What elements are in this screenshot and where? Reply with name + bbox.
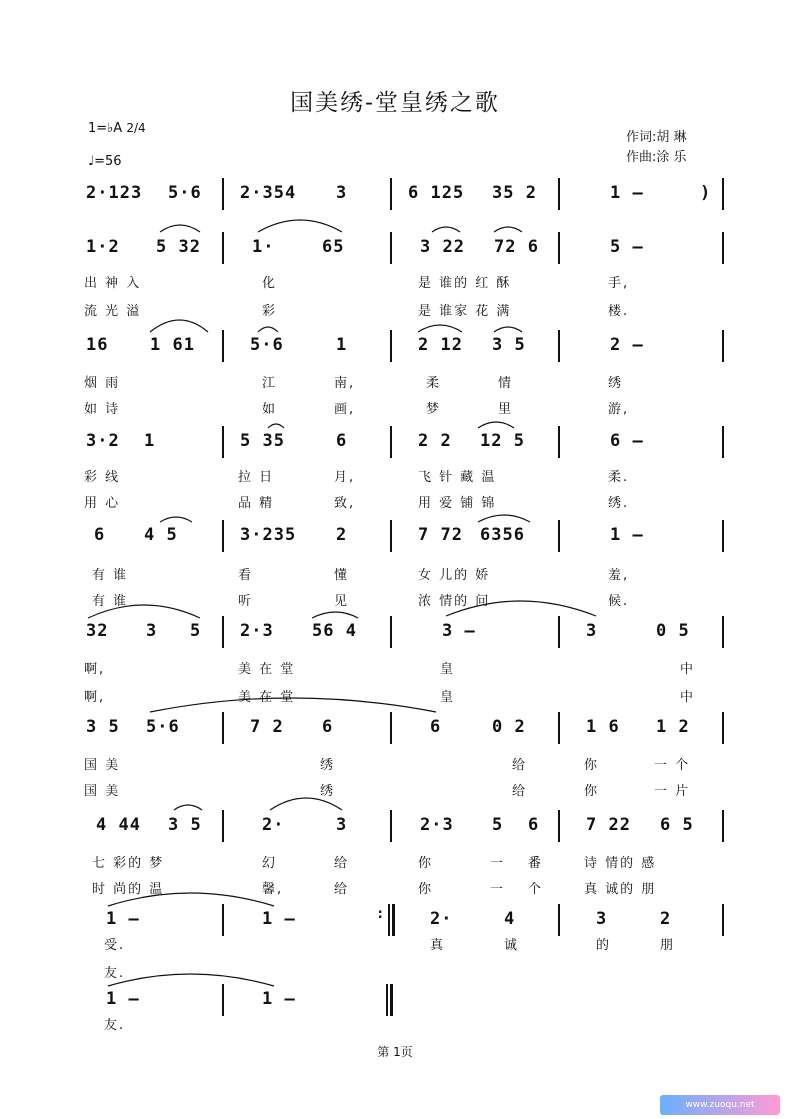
lyric-line: 友. [104,1018,126,1033]
note-group: 7 2 [250,717,284,737]
note-group: 2 [336,525,348,545]
lyric-line: 柔. [608,470,630,485]
note-group: 2 12 [418,335,463,355]
lyric-line-2: 中 [680,690,696,705]
note-group: 2·354 [240,183,297,203]
slur [418,325,462,332]
lyric-line-2: 里 [498,402,514,417]
lyric-line: 化 [262,276,278,291]
slur [446,601,596,616]
note-group: 1 [144,431,156,451]
note-group: 2·3 [240,621,274,641]
note-group: 6 125 [408,183,465,203]
lyric-line: 烟 雨 [84,376,121,391]
note-group: 0 5 [656,621,690,641]
lyric-line-2: 楼. [608,304,630,319]
note-group: 3·2 [86,431,120,451]
note-group: 6 [430,717,442,737]
lyric-line: 中 [680,662,696,677]
note-group: 3 [596,909,608,929]
lyric-line: 你 [584,758,600,773]
lyric-line-2: 梦 [426,402,442,417]
lyric-line-2: 时 尚的 温 [92,882,165,897]
lyric-line: 诗 情的 感 [584,856,657,871]
note-group: 2 – [610,335,644,355]
lyric-line: 朋 [660,938,676,953]
note-group: 2· [262,815,285,835]
note-group: 7 22 [586,815,631,835]
lyric-line-2: 馨, [262,882,284,897]
lyric-line: 羞, [608,568,630,583]
note-group: 6 5 [660,815,694,835]
lyric-line-2: 画, [334,402,356,417]
note-group: 1 6 [586,717,620,737]
lyric-line-2: 有 谁 [92,594,129,609]
slur [108,893,274,906]
slur [160,517,192,522]
lyric-line: 绣 [608,376,624,391]
note-group: 16 [86,335,109,355]
note-group: 5 – [610,237,644,257]
lyric-line-2: 个 [528,882,544,897]
lyric-line-2: 友. [104,966,126,981]
lyric-line: 美 在 堂 [238,662,296,677]
note-group: 1·2 [86,237,120,257]
note-group: 65 [322,237,345,257]
lyric-line-2: 是 谁家 花 满 [418,304,512,319]
note-group: 6 [336,431,348,451]
slur [108,974,274,986]
note-group: 35 2 [492,183,537,203]
note-group: 3 5 [492,335,526,355]
lyric-line: 一 [490,856,506,871]
slur [150,320,208,332]
note-group: 3·235 [240,525,297,545]
note-group: 4 44 [96,815,141,835]
lyric-line-2: 品 精 [238,496,275,511]
note-group: 72 6 [494,237,539,257]
note-group: 6356 [480,525,525,545]
note-group: 3 5 [168,815,202,835]
lyric-line: 柔 [426,376,442,391]
note-group: 0 2 [492,717,526,737]
lyric-line: 啊, [84,662,106,677]
note-group: 1 2 [656,717,690,737]
slur [150,698,436,712]
note-group: 5 [492,815,504,835]
lyric-line-2: 啊, [84,690,106,705]
lyric-line: 是 谁的 红 酥 [418,276,512,291]
lyric-line-2: 候. [608,594,630,609]
lyric-line: 给 [512,758,528,773]
lyric-line-2: 美 在 堂 [238,690,296,705]
lyric-line-2: 彩 [262,304,278,319]
slur [312,612,358,618]
lyric-line-2: 用 爱 铺 锦 [418,496,497,511]
lyric-line: 看 [238,568,254,583]
slur [258,220,342,232]
lyric-line-2: 皇 [440,690,456,705]
note-group: 1 [336,335,348,355]
lyric-line: 的 [596,938,612,953]
note-group: 5 35 [240,431,285,451]
note-group: 1 61 [150,335,195,355]
tempo-marking: ♩=56 [88,154,122,169]
slur [478,515,530,522]
lyric-line-2: 流 光 溢 [84,304,142,319]
lyric-line: 一 个 [654,758,691,773]
lyric-line-2: 如 诗 [84,402,121,417]
lyric-line: 真 [430,938,446,953]
lyric-line-2: 致, [334,496,356,511]
slur [160,225,200,232]
note-group: 3 22 [420,237,465,257]
note-group: 2 [660,909,672,929]
lyric-line-2: 见 [334,594,350,609]
note-group: 32 [86,621,109,641]
note-group: 1 – [262,909,296,929]
note-group: 1· [252,237,275,257]
note-group: ) [700,183,712,203]
note-group: 6 [94,525,106,545]
note-group: 6 [528,815,540,835]
key-text: 1=♭A [88,121,123,136]
time-signature: 2/4 [126,121,146,135]
lyric-line-2: 听 [238,594,254,609]
lyric-line: 番 [528,856,544,871]
song-title: 国美绣-堂皇绣之歌 [290,90,500,116]
lyric-line: 幻 [262,856,278,871]
note-group: 2·123 [86,183,143,203]
note-group: 5 32 [156,237,201,257]
lyric-line-2: 用 心 [84,496,121,511]
lyric-line: 江 [262,376,278,391]
page-number: 第 1页 [377,1045,413,1059]
note-group: 6 [322,717,334,737]
note-group: 2 2 [418,431,452,451]
note-group: 2· [430,909,453,929]
lyric-line: 彩 线 [84,470,121,485]
lyric-line-2: 你 [584,784,600,799]
note-group: 3 [146,621,158,641]
slur [258,327,278,332]
lyric-line: 绣 [320,758,336,773]
note-group: 7 72 [418,525,463,545]
slur [174,805,202,810]
note-group: 12 5 [480,431,525,451]
note-group: 2·3 [420,815,454,835]
note-group: 1 – [106,989,140,1009]
note-group: 5·6 [250,335,284,355]
lyric-line: 月, [334,470,356,485]
lyric-line: 手, [608,276,630,291]
note-group: 5·6 [146,717,180,737]
note-group: 5·6 [168,183,202,203]
site-watermark: www.zuoqu.net [660,1095,780,1115]
note-group: 3 – [442,621,476,641]
note-group: 1 – [106,909,140,929]
lyric-line: 皇 [440,662,456,677]
lyric-line: 国 美 [84,758,121,773]
lyric-line-2: 给 [334,882,350,897]
lyric-line-2: 如 [262,402,278,417]
lyric-line: 七 彩的 梦 [92,856,165,871]
slur [432,227,460,232]
lyric-line-2: 国 美 [84,784,121,799]
slur [268,424,284,428]
lyric-line-2: 你 [418,882,434,897]
note-group: 3 5 [86,717,120,737]
lyric-line-2: 游, [608,402,630,417]
note-group: 3 [336,815,348,835]
lyric-line-2: 绣. [608,496,630,511]
lyric-line: 出 神 入 [84,276,142,291]
note-group: 1 – [610,525,644,545]
slur [494,227,522,232]
lyric-line-2: 真 诚的 朋 [584,882,657,897]
lyric-line-2: 一 [490,882,506,897]
repeat-dots: : [376,906,386,922]
lyric-line: 情 [498,376,514,391]
note-group: 4 [504,909,516,929]
lyric-line-2: 给 [512,784,528,799]
lyric-line: 飞 针 藏 温 [418,470,497,485]
lyricist-credit: 作词:胡 琳 [626,130,687,145]
lyric-line: 有 谁 [92,568,129,583]
note-group: 3 [586,621,598,641]
lyric-line: 给 [334,856,350,871]
note-group: 1 – [610,183,644,203]
note-group: 6 – [610,431,644,451]
note-group: 56 4 [312,621,357,641]
note-group: 3 [336,183,348,203]
note-group: 1 – [262,989,296,1009]
composer-credit: 作曲:涂 乐 [626,150,687,165]
lyric-line: 你 [418,856,434,871]
lyric-line: 南, [334,376,356,391]
lyric-line: 诚 [504,938,520,953]
note-group: 4 5 [144,525,178,545]
lyric-line: 懂 [334,568,350,583]
slur [494,327,522,332]
lyric-line-2: 浓 情的 问 [418,594,491,609]
note-group: 5 [190,621,202,641]
lyric-line-2: 一 片 [654,784,691,799]
lyric-line: 女 儿的 娇 [418,568,491,583]
slur [88,605,200,618]
lyric-line: 受. [104,938,126,953]
lyric-line: 拉 日 [238,470,275,485]
slur [270,798,342,810]
slur [478,422,514,428]
lyric-line-2: 绣 [320,784,336,799]
